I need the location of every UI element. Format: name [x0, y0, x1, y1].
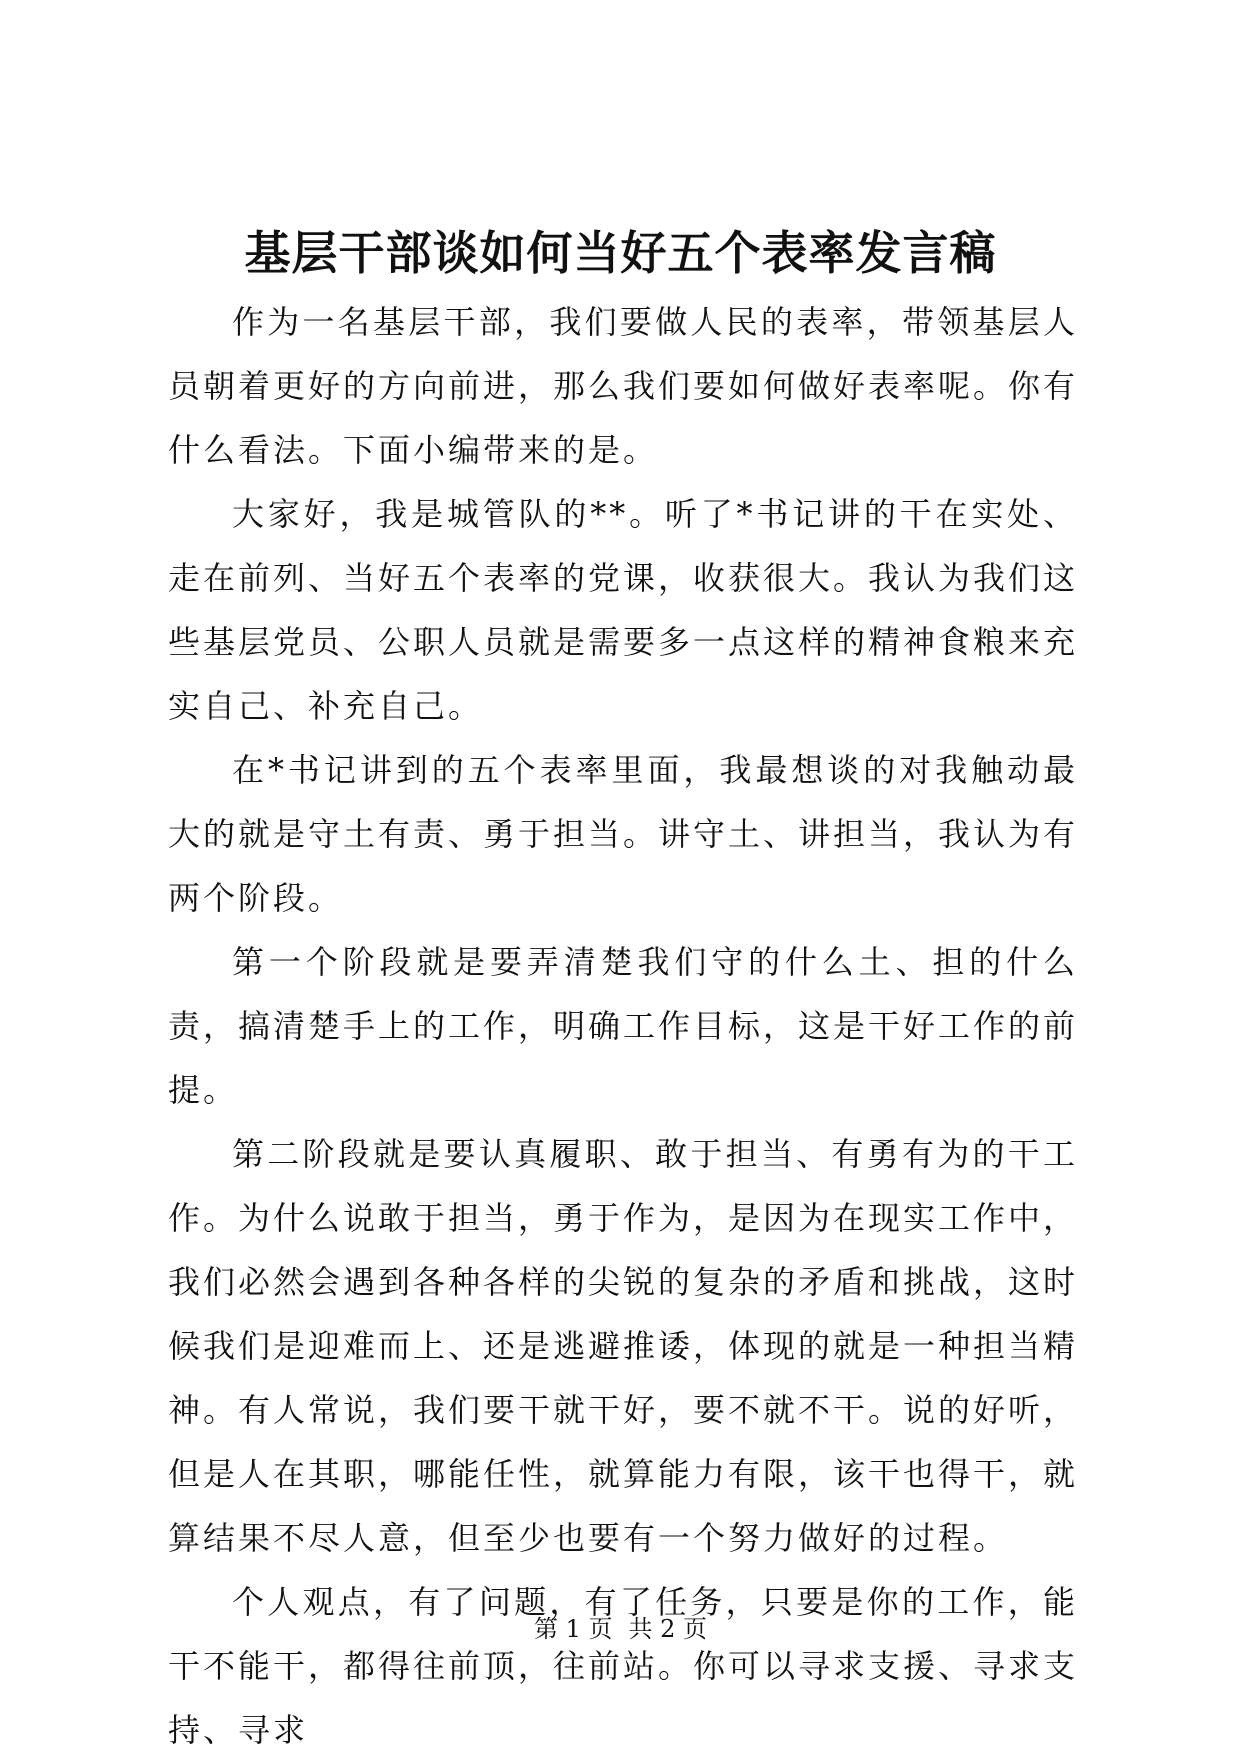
paragraph-3: 在*书记讲到的五个表率里面，我最想谈的对我触动最大的就是守土有责、勇于担当。讲守土、讲担当，我认为有两个阶段。: [168, 751, 1079, 917]
paragraph-5: 第二阶段就是要认真履职、敢于担当、有勇有为的干工作。为什么说敢于担当，勇于作为，是因为在现实工作中，我们必然会遇到各种各样的尖锐的复杂的矛盾和挑战，这时候我们是迎难而上、还是逃避推诿，体现的就是一种担当精神。有人常说，我们要干就干好，要不就不干。说的好听，但是人在其职，哪能任性，就算能力有限，该干也得干，就算结果不尽人意，但至少也要有一个努力做好的过程。: [168, 1135, 1079, 1557]
document-title: 基层干部谈如何当好五个表率发言稿: [244, 226, 997, 280]
paragraph-4: 第一个阶段就是要弄清楚我们守的什么土、担的什么责，搞清楚手上的工作，明确工作目标，这是干好工作的前提。: [168, 943, 1079, 1109]
paragraph-2: 大家好，我是城管队的**。听了*书记讲的干在实处、走在前列、当好五个表率的党课，收获很大。我认为我们这些基层党员、公职人员就是需要多一点这样的精神食粮来充实自己、补充自己。: [168, 495, 1079, 725]
document-body: [168, 290, 1078, 1762]
paragraph-1: 作为一名基层干部，我们要做人民的表率，带领基层人员朝着更好的方向前进，那么我们要如何做好表率呢。你有什么看法。下面小编带来的是。: [168, 303, 1079, 469]
page-number-current: 第 1 页: [533, 1615, 613, 1643]
paragraph-6: 个人观点，有了问题，有了任务，只要是你的工作，能干不能干，都得往前顶，往前站。你可以寻求支援、寻求支持、寻求: [168, 1583, 1079, 1749]
page-footer: [0, 1611, 1241, 1647]
page-number-total: 共 2 页: [628, 1615, 708, 1643]
